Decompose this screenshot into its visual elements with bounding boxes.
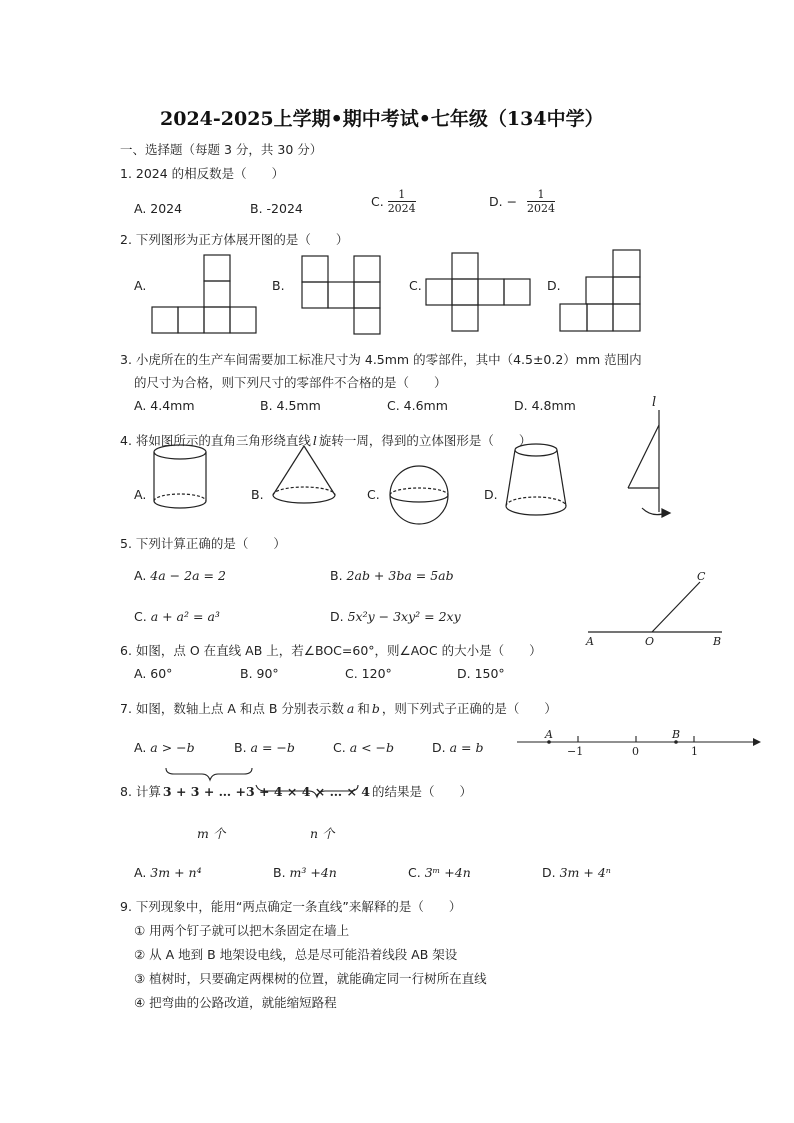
q7-c-expr: a < −b xyxy=(349,740,395,755)
q8-option-a[interactable] xyxy=(134,865,202,880)
q7-c-label: C. xyxy=(333,740,346,755)
q4-line-label: l xyxy=(652,395,657,410)
q8-c-expr: 3ᵐ +4n xyxy=(424,865,471,880)
q3-stem-line2: 的尺寸为合格，则下列尺寸的零部件不合格的是（ ） xyxy=(134,375,447,390)
q1-c-numerator: 1 xyxy=(398,188,406,201)
q6-label-o: O xyxy=(645,635,655,648)
q7-axis-label-a: A xyxy=(545,728,553,741)
q4-option-d[interactable]: D. xyxy=(484,487,498,502)
q6-stem: 6. 如图，点 O 在直线 AB 上，若∠BOC=60°，则∠AOC 的大小是（ ） xyxy=(120,643,542,658)
q5-a-expr: 4a − 2a = 2 xyxy=(150,568,226,583)
q7-b-label: B. xyxy=(234,740,247,755)
q6-option-b[interactable]: B. 90° xyxy=(240,666,279,681)
q6-label-c: C xyxy=(697,570,706,583)
q8-d-label: D. xyxy=(542,865,556,880)
q1-option-a[interactable]: A. 2024 xyxy=(134,201,183,216)
q7-tick-minus1: −1 xyxy=(567,745,584,758)
page-title: 2024-2025上学期•期中考试•七年级（134中学） xyxy=(160,108,604,130)
q4-stem-post: 旋转一周，得到的立体图形是（ ） xyxy=(318,433,532,448)
q5-c-expr: a + a² = a³ xyxy=(150,609,220,624)
q7-stem-pre: 7. 如图，数轴上点 A 和点 B 分别表示数 xyxy=(120,701,344,716)
q1-d-numerator: 1 xyxy=(537,188,545,201)
q6-option-c[interactable]: C. 120° xyxy=(345,666,392,681)
q4-option-a[interactable]: A. xyxy=(134,487,147,502)
q3-option-a[interactable]: A. 4.4mm xyxy=(134,398,195,413)
q8-d-expr: 3m + 4ⁿ xyxy=(559,865,611,880)
q8-m-label: m 个 xyxy=(197,826,226,841)
q1-d-denominator: 2024 xyxy=(527,202,556,215)
q5-c-label: C. xyxy=(134,609,147,624)
q9-statement-1: ① 用两个钉子就可以把木条固定在墙上 xyxy=(134,923,350,938)
q8-option-b[interactable] xyxy=(273,865,337,880)
q7-a-expr: a > −b xyxy=(150,740,195,755)
q5-a-label: A. xyxy=(134,568,147,583)
q8-c-label: C. xyxy=(408,865,421,880)
q4-option-b[interactable]: B. xyxy=(251,487,264,502)
q8-option-c[interactable] xyxy=(408,865,471,880)
q9-statement-4: ④ 把弯曲的公路改道，就能缩短路程 xyxy=(134,995,337,1010)
q7-d-expr: a = b xyxy=(449,740,484,755)
q5-b-expr: 2ab + 3ba = 5ab xyxy=(346,568,454,583)
q7-b-expr: a = −b xyxy=(250,740,295,755)
q1-c-denominator: 2024 xyxy=(387,202,416,215)
q7-stem-mid: 和 xyxy=(357,701,370,716)
q5-d-label: D. xyxy=(330,609,344,624)
q8-b-label: B. xyxy=(273,865,286,880)
q2-option-b[interactable]: B. xyxy=(272,278,285,293)
q8-n-label: n 个 xyxy=(310,826,335,841)
q7-tick-1: 1 xyxy=(691,745,698,758)
q8-brace-m xyxy=(166,768,252,780)
q7-var-a: a xyxy=(346,701,355,716)
q8-expr: 3 + 3 + … +3 + 4 × 4 × … × 4 xyxy=(162,784,370,799)
q4-stem-var: l xyxy=(312,433,317,448)
q6-label-b: B xyxy=(713,635,722,648)
q8-stem-pre: 8. 计算 xyxy=(120,784,161,799)
q8-a-expr: 3m + n⁴ xyxy=(150,865,202,880)
q5-stem: 5. 下列计算正确的是（ ） xyxy=(120,536,286,551)
q3-option-c[interactable]: C. 4.6mm xyxy=(387,398,448,413)
q4-option-c[interactable]: C. xyxy=(367,487,380,502)
q7-var-b: b xyxy=(371,701,380,716)
q6-option-d[interactable]: D. 150° xyxy=(457,666,505,681)
q7-d-label: D. xyxy=(432,740,446,755)
q7-a-label: A. xyxy=(134,740,147,755)
q1-option-b[interactable]: B. -2024 xyxy=(250,201,303,216)
q1-option-d-label: D. − xyxy=(489,194,518,209)
q2-option-c[interactable]: C. xyxy=(409,278,422,293)
q2-option-d[interactable]: D. xyxy=(547,278,561,293)
q7-axis-label-b: B xyxy=(672,728,681,741)
section-heading: 一、选择题（每题 3 分，共 30 分） xyxy=(120,142,323,157)
q8-stem-post: 的结果是（ ） xyxy=(371,784,472,799)
q6-option-a[interactable]: A. 60° xyxy=(134,666,173,681)
q5-b-label: B. xyxy=(330,568,343,583)
q2-stem: 2. 下列图形为正方体展开图的是（ ） xyxy=(120,232,349,247)
q7-tick-0: 0 xyxy=(632,745,639,758)
q2-option-a[interactable]: A. xyxy=(134,278,147,293)
q8-option-d[interactable] xyxy=(542,865,611,880)
q8-a-label: A. xyxy=(134,865,147,880)
q9-statement-2: ② 从 A 地到 B 地架设电线，总是尽可能沿着线段 AB 架设 xyxy=(134,947,458,962)
q3-option-d[interactable]: D. 4.8mm xyxy=(514,398,576,413)
q6-label-a: A xyxy=(586,635,594,648)
q7-stem-post: ，则下列式子正确的是（ ） xyxy=(381,701,557,716)
q5-d-expr: 5x²y − 3xy² = 2xy xyxy=(347,609,461,624)
q1-stem: 1. 2024 的相反数是（ ） xyxy=(120,166,285,181)
q8-stem xyxy=(120,782,472,800)
q9-stem: 9. 下列现象中，能用“两点确定一条直线”来解释的是（ ） xyxy=(120,899,462,914)
q3-stem-line1: 3. 小虎所在的生产车间需要加工标准尺寸为 4.5mm 的零部件，其中（4.5±0.2）mm 范围内 xyxy=(120,352,642,367)
q3-option-b[interactable]: B. 4.5mm xyxy=(260,398,321,413)
q9-statement-3: ③ 植树时，只要确定两棵树的位置，就能确定同一行树所在直线 xyxy=(134,971,487,986)
q4-stem-pre: 4. 将如图所示的直角三角形绕直线 xyxy=(120,433,311,448)
q1-option-c-label: C. xyxy=(371,194,384,209)
q8-b-expr: m³ +4n xyxy=(289,865,337,880)
